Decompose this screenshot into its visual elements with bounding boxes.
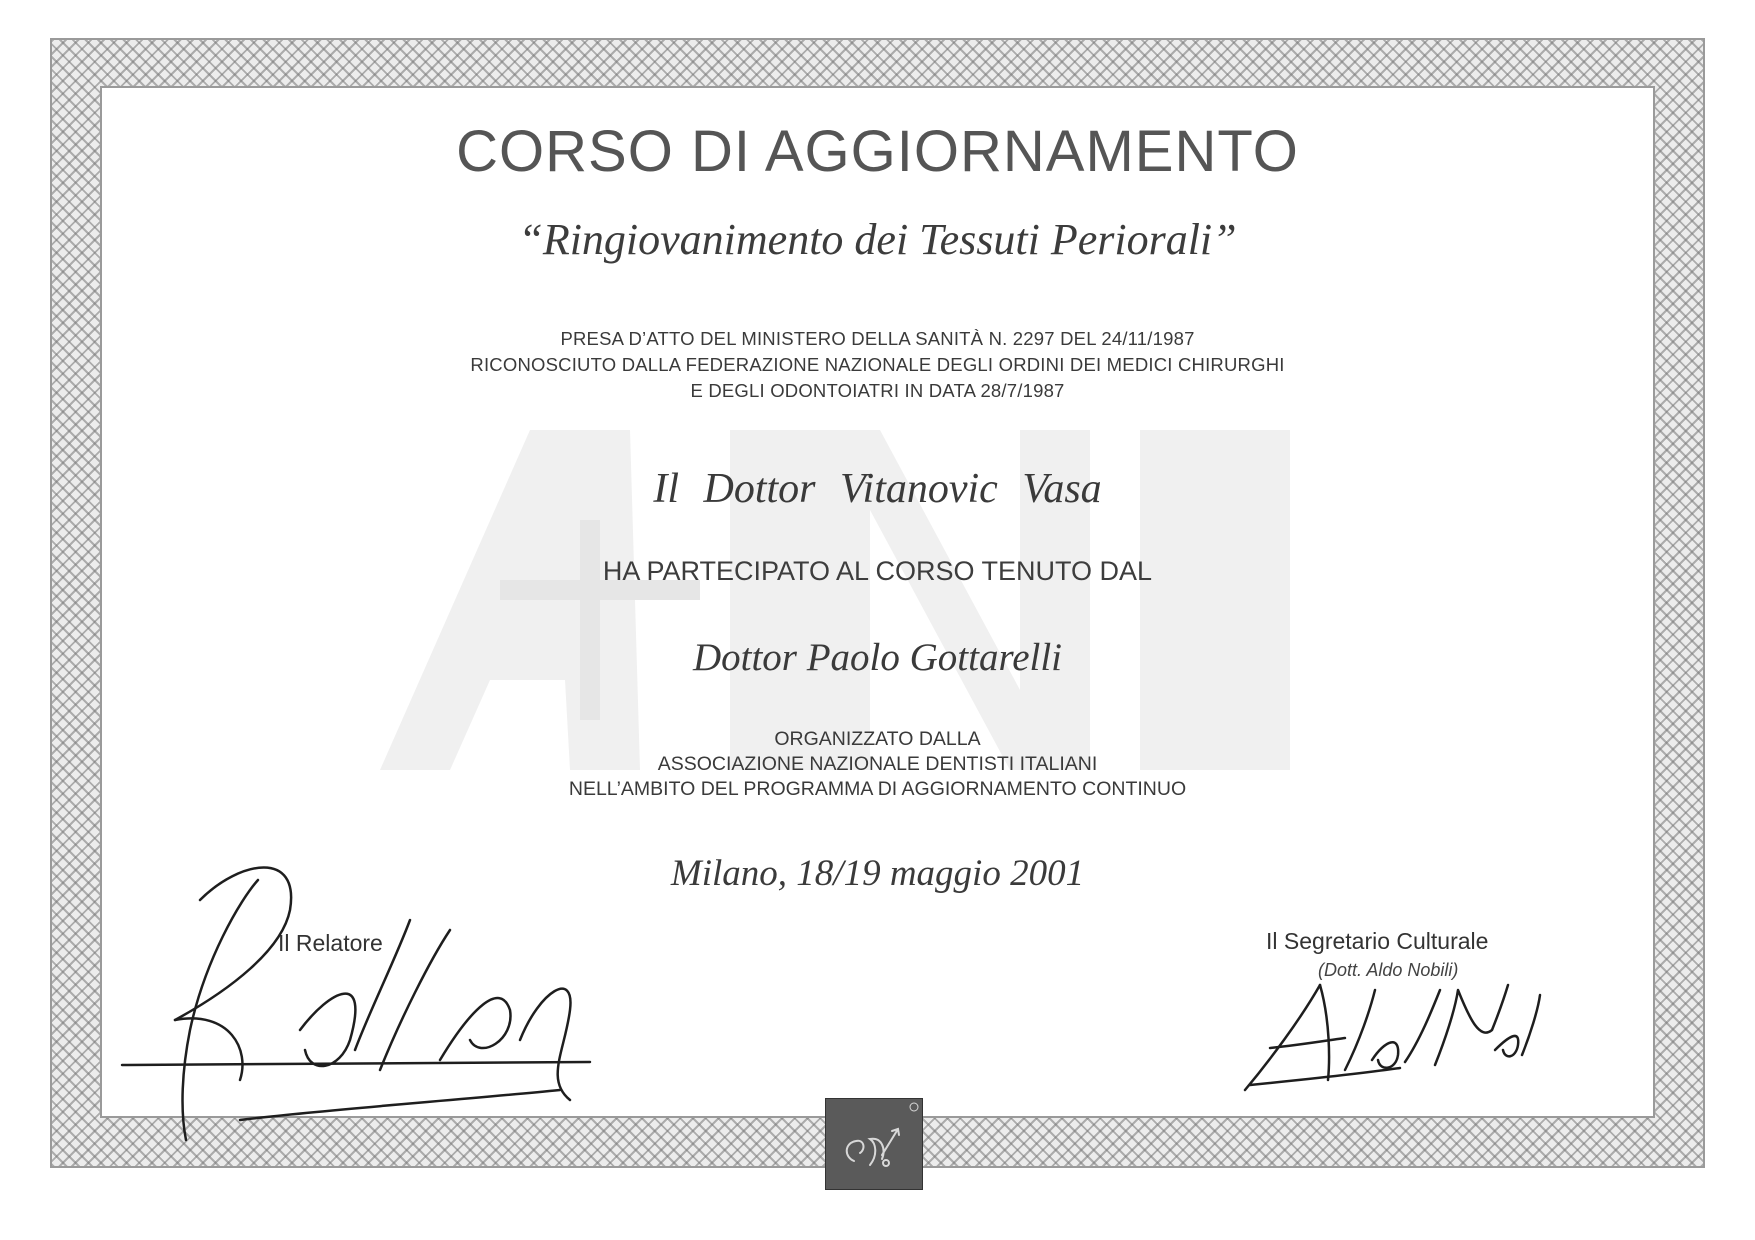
certificate-title: CORSO DI AGGIORNAMENTO [456, 119, 1299, 184]
attended-statement: HA PARTECIPATO AL CORSO TENUTO DAL [602, 556, 1153, 586]
cultural-secretary-name: (Dott. Aldo Nobili) [1318, 960, 1459, 980]
emblem-logo [825, 1098, 923, 1190]
emblem-icon [826, 1099, 922, 1189]
ministry-line: PRESA D’ATTO DEL MINISTERO DELLA SANITÀ N. 2297 DEL 24/11/1987 [560, 328, 1195, 349]
federation-date-line: E DEGLI ODONTOIATRI IN DATA 28/7/1987 [690, 380, 1065, 401]
place-and-date: Milano, 18/19 maggio 2001 [670, 853, 1085, 894]
instructor-name: Dottor Paolo Gottarelli [692, 636, 1063, 679]
federation-line: RICONOSCIUTO DALLA FEDERAZIONE NAZIONALE DEGLI ORDINI DEI MEDICI CHIRURGHI [470, 354, 1285, 375]
participant-name: Il Dottor Vitanovic Vasa [653, 466, 1102, 512]
organizer-line-1: ORGANIZZATO DALLA [774, 728, 981, 750]
speaker-label: Il Relatore [278, 930, 383, 956]
organizer-association: ASSOCIAZIONE NAZIONALE DENTISTI ITALIANI [657, 753, 1098, 775]
cultural-secretary-label: Il Segretario Culturale [1266, 928, 1489, 954]
organizer-program: NELL’AMBITO DEL PROGRAMMA DI AGGIORNAMENTO CONTINUO [568, 778, 1187, 800]
course-subtitle: “Ringiovanimento dei Tessuti Periorali” [518, 215, 1237, 264]
